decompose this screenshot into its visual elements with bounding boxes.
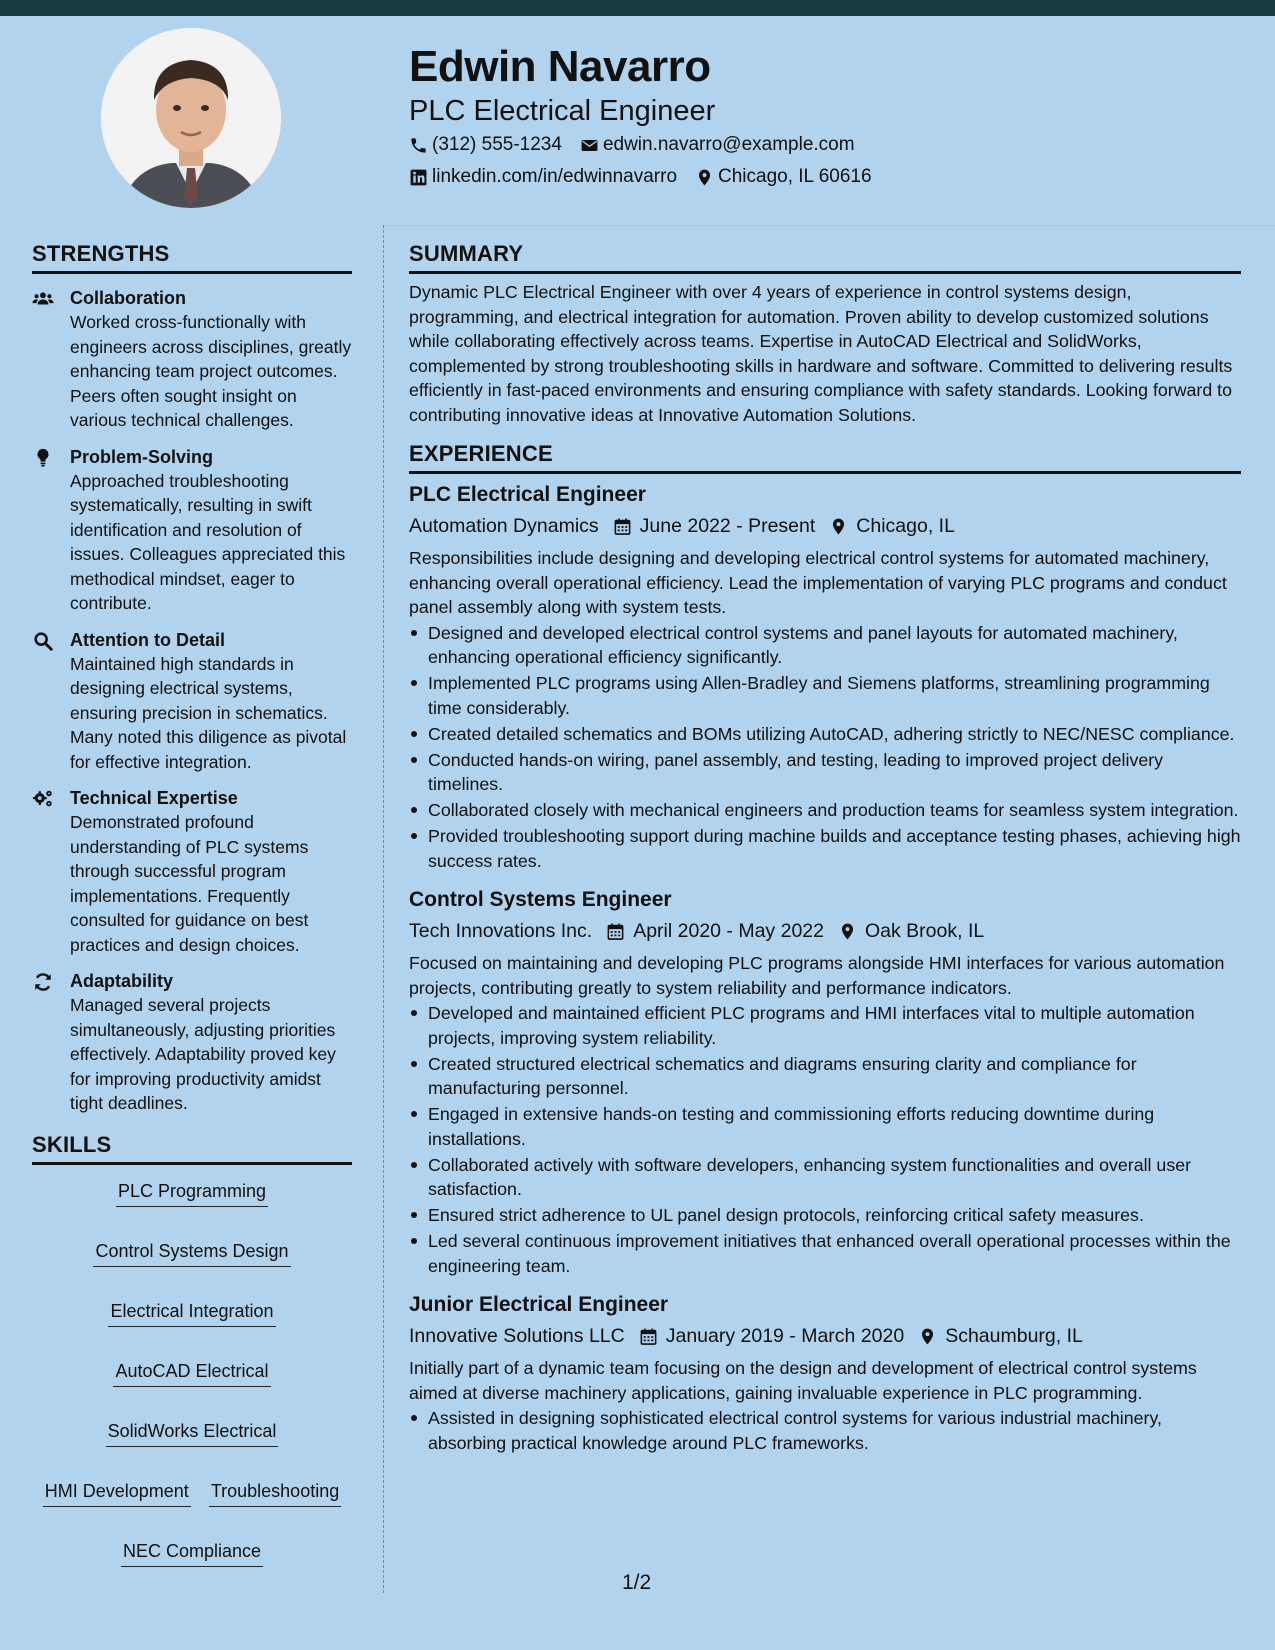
- skills-heading: SKILLS: [32, 1132, 352, 1165]
- linkedin-icon: [409, 168, 428, 187]
- list-item: Led several continuous improvement initiatives that enhanced overall operational processes within the engineering team.: [409, 1229, 1241, 1278]
- header-divider: [385, 225, 1275, 226]
- job-company: Innovative Solutions LLC: [409, 1325, 625, 1347]
- strength-item: [32, 969, 352, 1116]
- skill-tag: SolidWorks Electrical: [106, 1419, 279, 1447]
- strengths-heading: STRENGTHS: [32, 241, 352, 274]
- strength-title: Adaptability: [70, 971, 174, 991]
- map-pin-icon: [829, 517, 848, 536]
- search-icon: [32, 630, 54, 652]
- calendar-icon: [606, 922, 625, 941]
- calendar-icon: [639, 1327, 658, 1346]
- map-pin-icon: [918, 1327, 937, 1346]
- lightbulb-icon: [32, 447, 54, 469]
- job-bullets: [409, 1001, 1241, 1278]
- list-item: Developed and maintained efficient PLC programs and HMI interfaces vital to multiple automation projects, improving system reliability.: [409, 1001, 1241, 1050]
- skill-tag: NEC Compliance: [121, 1539, 263, 1567]
- contact-row-1: [409, 134, 873, 156]
- skill-tag: AutoCAD Electrical: [113, 1359, 270, 1387]
- summary-text: Dynamic PLC Electrical Engineer with over 4 years of experience in control systems design, programming, and electrical integration for automation. Proven ability to develop customized solutions while collaborating effectively across teams. Expertise in AutoCAD Electrical and SolidWorks, complemented by strong troubleshooting skills in hardware and software. Committed to delivering results efficiently in fast-paced environments and ensuring compliance with safety standards. Looking forward to contributing innovative ideas at Innovative Automation Solutions.: [409, 282, 1233, 425]
- contact-email[interactable]: [580, 134, 855, 156]
- strength-title: Attention to Detail: [70, 629, 225, 650]
- skill-tag: HMI Development: [43, 1479, 191, 1507]
- job-dates: January 2019 - March 2020: [665, 1325, 905, 1347]
- map-pin-icon: [695, 168, 714, 187]
- job-location: Chicago, IL: [856, 515, 955, 537]
- strength-description: Managed several projects simultaneously, adjusting priorities effectively. Adaptability proved key for improving productivity amidst tight deadlines.: [70, 995, 336, 1113]
- job-meta: [409, 915, 1241, 947]
- left-column: [32, 241, 352, 1567]
- list-item: Created detailed schematics and BOMs utilizing AutoCAD, adhering strictly to NEC/NESC compliance.: [409, 722, 1241, 747]
- contact-phone[interactable]: [409, 134, 562, 156]
- strength-description: Demonstrated profound understanding of PLC systems through successful program implementations. Frequently consulted for guidance on best practices and design choices.: [70, 812, 309, 955]
- job-entry: [409, 480, 1241, 873]
- list-item: Created structured electrical schematics and diagrams ensuring clarity and compliance for manufacturing personnel.: [409, 1052, 1241, 1101]
- strength-title: Technical Expertise: [70, 788, 238, 808]
- phone-icon: [409, 136, 428, 155]
- candidate-title: PLC Electrical Engineer: [409, 95, 716, 127]
- list-item: Collaborated actively with software developers, enhancing system functionalities and overall user satisfaction.: [409, 1153, 1241, 1202]
- map-pin-icon: [838, 922, 857, 941]
- skill-tag: PLC Programming: [116, 1179, 268, 1207]
- right-column: [409, 241, 1241, 1457]
- list-item: Provided troubleshooting support during machine builds and acceptance testing phases, achieving high success rates.: [409, 824, 1241, 873]
- list-item: Implemented PLC programs using Allen-Bradley and Siemens platforms, streamlining programming time considerably.: [409, 671, 1241, 720]
- strength-item: [32, 786, 352, 957]
- strength-item: [32, 286, 352, 433]
- job-title: PLC Electrical Engineer: [409, 483, 646, 506]
- skill-tag: Troubleshooting: [209, 1479, 341, 1507]
- contact-linkedin[interactable]: [409, 166, 677, 188]
- skill-tag: Control Systems Design: [93, 1239, 290, 1267]
- job-description: Initially part of a dynamic team focusing on the design and development of electrical control systems aimed at diverse machinery applications, gaining invaluable experience in PLC programming.: [409, 1358, 1197, 1403]
- job-dates: June 2022 - Present: [639, 515, 816, 537]
- summary-heading: SUMMARY: [409, 241, 1241, 274]
- strength-title: Collaboration: [70, 288, 186, 308]
- job-entry: [409, 885, 1241, 1278]
- job-title: Control Systems Engineer: [409, 888, 672, 911]
- location-text: Chicago, IL 60616: [718, 166, 872, 187]
- list-item: Ensured strict adherence to UL panel design protocols, reinforcing critical safety measures.: [409, 1203, 1241, 1228]
- list-item: Conducted hands-on wiring, panel assembly, and testing, leading to improved project delivery timelines.: [409, 748, 1241, 797]
- column-divider: [383, 225, 384, 1593]
- job-bullets: [409, 1406, 1241, 1455]
- contact-location: [695, 166, 872, 188]
- job-company: Tech Innovations Inc.: [409, 920, 593, 942]
- job-meta: [409, 510, 1241, 542]
- top-accent-bar: [0, 0, 1275, 16]
- job-location: Schaumburg, IL: [945, 1325, 1083, 1347]
- calendar-icon: [613, 517, 632, 536]
- skills-list: [32, 1179, 352, 1567]
- profile-photo: [101, 28, 281, 208]
- job-dates: April 2020 - May 2022: [633, 920, 824, 942]
- job-location: Oak Brook, IL: [864, 920, 985, 942]
- strength-title: Problem-Solving: [70, 446, 214, 467]
- experience-heading: EXPERIENCE: [409, 441, 1241, 474]
- page-number: 1/2: [622, 1571, 652, 1594]
- gears-icon: [32, 788, 54, 810]
- list-item: Collaborated closely with mechanical engineers and production teams for seamless system integration.: [409, 798, 1241, 823]
- job-company: Automation Dynamics: [409, 515, 599, 537]
- job-title: Junior Electrical Engineer: [409, 1293, 669, 1316]
- job-meta: [409, 1320, 1241, 1352]
- users-icon: [32, 288, 54, 310]
- job-description: Responsibilities include designing and developing electrical control systems for automated machinery, enhancing overall operational efficiency. Lead the implementation of varying PLC programs and conduct panel assembly along with system tests.: [409, 548, 1227, 617]
- strength-item: [32, 628, 352, 775]
- job-bullets: [409, 621, 1241, 874]
- portrait-illustration: [101, 28, 281, 208]
- phone-text: (312) 555-1234: [432, 134, 562, 155]
- list-item: Designed and developed electrical control systems and panel layouts for automated machinery, enhancing operational efficiency significantly.: [409, 621, 1241, 670]
- strength-item: [32, 445, 352, 616]
- candidate-name: Edwin Navarro: [409, 42, 711, 91]
- job-entry: [409, 1290, 1241, 1455]
- envelope-icon: [580, 136, 599, 155]
- job-description: Focused on maintaining and developing PLC programs alongside HMI interfaces for various automation projects, contributing greatly to system reliability and performance indicators.: [409, 953, 1225, 998]
- list-item: Assisted in designing sophisticated electrical control systems for various industrial machinery, absorbing practical knowledge around PLC frameworks.: [409, 1406, 1241, 1455]
- strength-description: Approached troubleshooting systematically, resulting in swift identification and resolution of issues. Colleagues appreciated this methodical mindset, eager to contribute.: [70, 470, 346, 613]
- linkedin-text: linkedin.com/in/edwinnavarro: [432, 166, 678, 187]
- email-text: edwin.navarro@example.com: [602, 134, 855, 155]
- contact-row-2: [409, 166, 890, 188]
- sync-icon: [32, 971, 54, 993]
- strength-description: Maintained high standards in designing electrical systems, ensuring precision in schematics. Many noted this diligence as pivotal for effective integration.: [70, 653, 347, 772]
- strengths-list: [32, 286, 352, 1116]
- list-item: Engaged in extensive hands-on testing and commissioning efforts reducing downtime during installations.: [409, 1102, 1241, 1151]
- strength-description: Worked cross-functionally with engineers across disciplines, greatly enhancing team project outcomes. Peers often sought insight on various technical challenges.: [70, 312, 352, 430]
- skill-tag: Electrical Integration: [108, 1299, 275, 1327]
